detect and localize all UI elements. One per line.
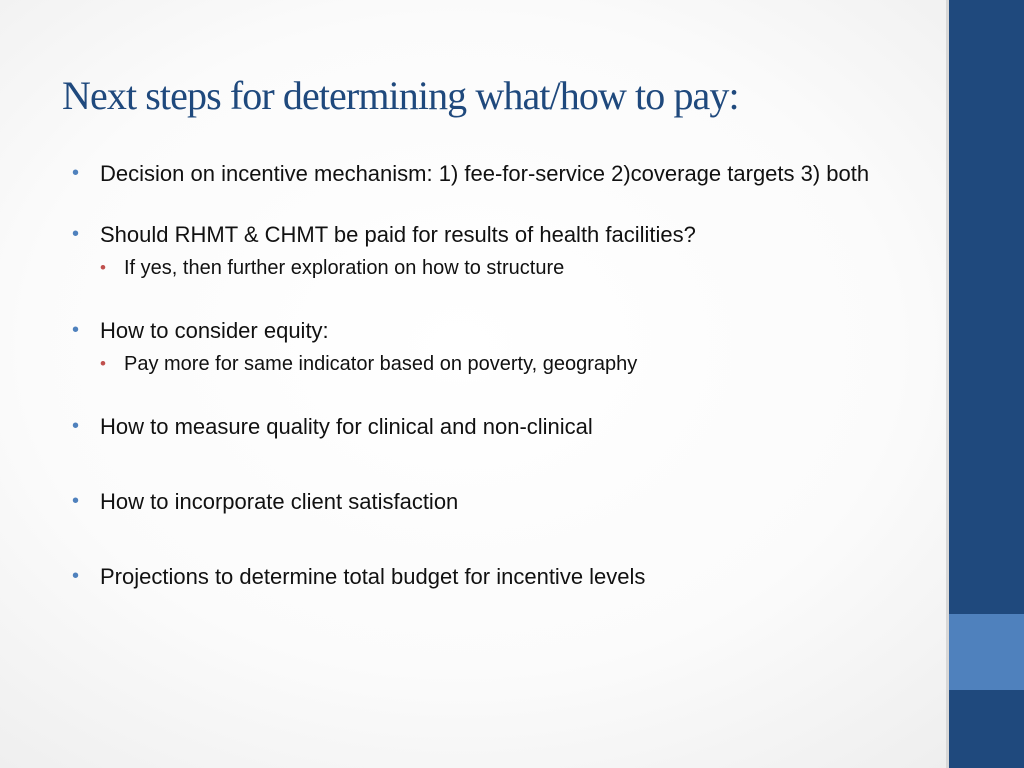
bullet-text: Projections to determine total budget for incentive levels <box>100 564 646 589</box>
bullet-icon: • <box>72 319 80 341</box>
bullet-icon: • <box>72 162 80 184</box>
bullet-icon: • <box>72 565 80 587</box>
sub-bullet-text: If yes, then further exploration on how to structure <box>124 257 565 279</box>
bullet-item-incentive-mechanism <box>72 158 932 189</box>
bullet-item-projections <box>72 561 932 592</box>
bullet-item-quality <box>72 411 932 442</box>
sub-bullet-icon: • <box>100 354 106 373</box>
bullet-text: How to consider equity: <box>100 318 329 343</box>
bullet-list <box>72 158 932 592</box>
sub-bullet-icon: • <box>100 258 106 277</box>
bullet-item-equity <box>72 315 932 378</box>
sub-bullet-item-poverty-geography <box>100 350 932 378</box>
bullet-item-rhmt-chmt <box>72 219 932 282</box>
bullet-text: Decision on incentive mechanism: 1) fee-for-service 2)coverage targets 3) both <box>100 161 870 186</box>
bullet-icon: • <box>72 223 80 245</box>
sub-bullet-text: Pay more for same indicator based on poverty, geography <box>124 353 638 375</box>
sub-bullet-list <box>100 350 932 378</box>
side-decor-bar <box>946 0 1024 768</box>
bullet-icon: • <box>72 490 80 512</box>
sub-bullet-item-structure <box>100 254 932 282</box>
bullet-text: How to incorporate client satisfaction <box>100 489 459 514</box>
sub-bullet-list <box>100 254 932 282</box>
bullet-text: How to measure quality for clinical and non-clinical <box>100 414 593 439</box>
slide-title: Next steps for determining what/how to pay: <box>62 73 739 118</box>
bullet-icon: • <box>72 415 80 437</box>
bullet-text: Should RHMT & CHMT be paid for results of health facilities? <box>100 222 696 247</box>
side-bar-accent-block <box>949 614 1024 690</box>
bullet-item-client-satisfaction <box>72 486 932 517</box>
